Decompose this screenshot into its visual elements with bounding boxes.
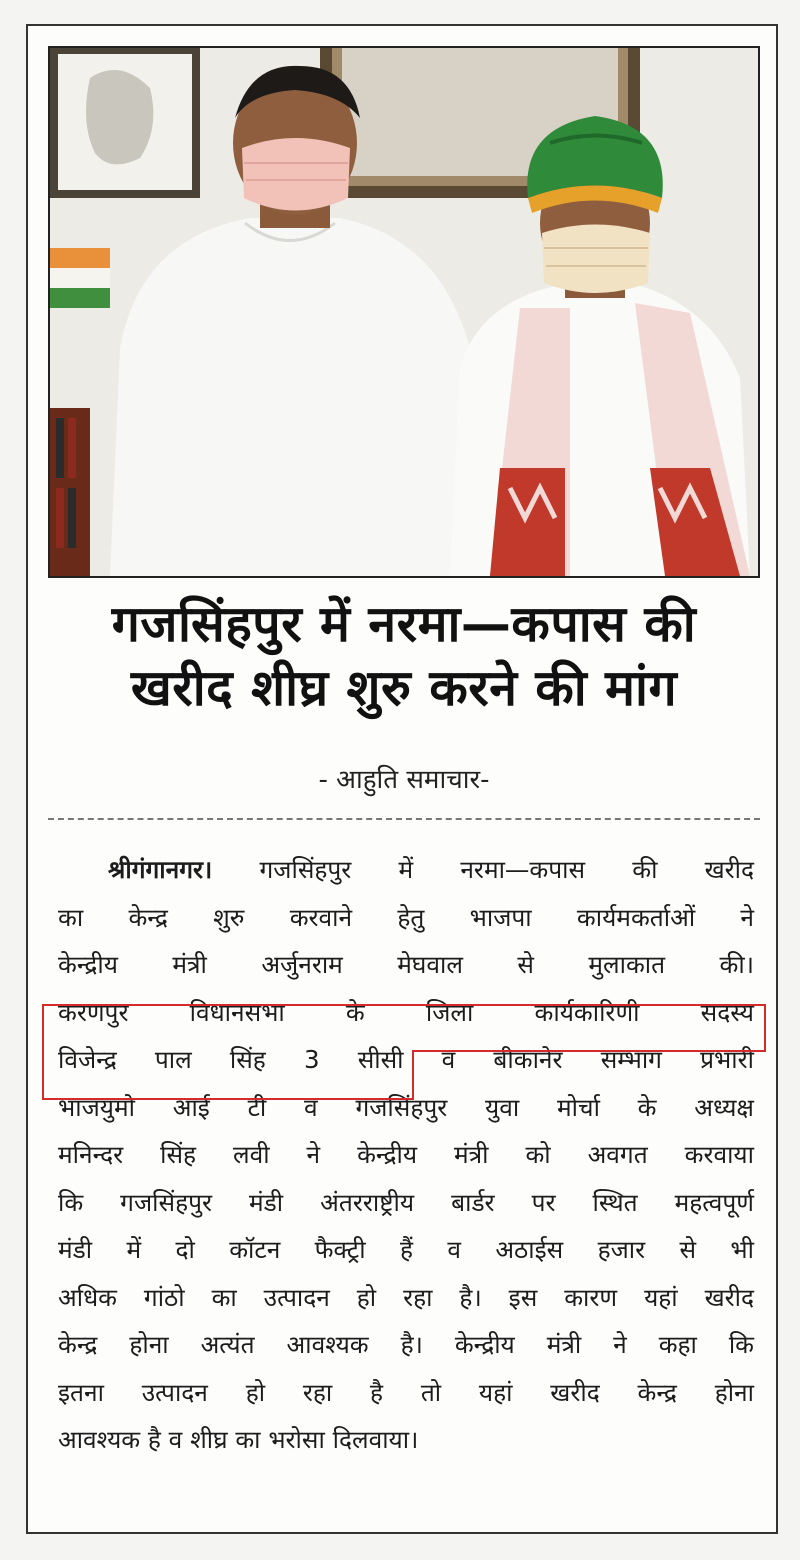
article-body [58,846,754,1464]
article-line: विजेन्द्र पाल सिंह 3 सीसी व बीकानेर सम्भाग प्रभारी [58,1045,754,1074]
article-line: भाजयुमो आई टी व गजसिंहपुर युवा मोर्चा के अध्यक्ष [58,1092,754,1122]
article-line: अधिक गांठो का उत्पादन हो रहा है। इस कारण यहां खरीद [58,1282,754,1312]
article-line: इतना उत्पादन हो रहा है तो यहां खरीद केन्द्र होना [58,1377,754,1407]
photo-illustration [50,48,758,576]
article-line: केन्द्र होना अत्यंत आवश्यक है। केन्द्रीय मंत्री ने कहा कि [58,1330,754,1359]
news-clipping [26,24,778,1534]
article-line: मनिन्दर सिंह लवी ने केन्द्रीय मंत्री को अवगत करवाया [58,1140,754,1169]
news-credit: - आहुति समाचार- [318,765,490,795]
article-line: मंडी में दो कॉटन फैक्ट्री हैं व अठाईस हजार से भी [58,1235,754,1264]
article-line: का केन्द्र शुरु करवाने हेतु भाजपा कार्यमकर्ताओं ने [58,902,754,932]
article-line: श्रीगंगानगर। गजसिंहपुर में नरमा—कपास की खरीद [108,855,754,884]
headline-line: खरीद शीघ्र शुरु करने की मांग [130,659,678,717]
article-line: करणपुर विधानसभा के जिला कार्यकारिणी सदस्य [58,997,754,1027]
article-line: कि गजसिंहपुर मंडी अंतरराष्ट्रीय बार्डर पर स्थित महत्वपूर्ण [58,1187,754,1217]
dashed-divider [48,818,760,820]
headline [38,592,770,720]
article-line: आवश्यक है व शीघ्र का भरोसा दिलवाया। [58,1425,419,1454]
headline-line: गजसिंहपुर में नरमा—कपास की [111,595,697,653]
article-line: केन्द्रीय मंत्री अर्जुनराम मेघवाल से मुलाकात की। [58,950,754,979]
dateline: श्रीगंगानगर। [108,855,213,884]
news-photo [48,46,760,578]
